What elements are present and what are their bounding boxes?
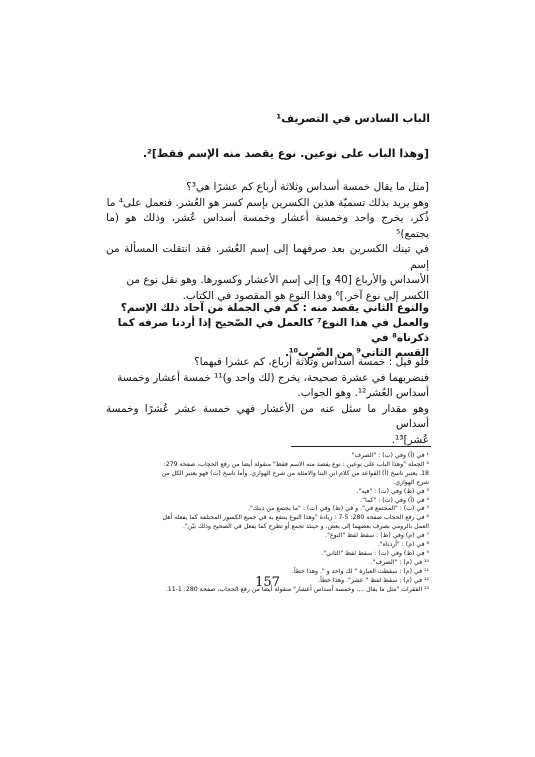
paragraph-2-line: عُشر]¹³. xyxy=(391,433,429,446)
heading-2-line: والنوع الثاني يقصد منه : كم في الجملة من آحاد ذلك الإسم؟ xyxy=(120,302,429,314)
footnote-line: ⁶ في رفع الحجاب صفحة 280: 5-7 : زيادة "وهذا النوع ينتفع به في جميع الكسور المختلفة كما يفعله أهل xyxy=(162,514,429,522)
footnote-divider xyxy=(291,446,431,447)
paragraph-1-line: الأسداس والأرباع [40 و] إلى إسم الأعشار وكسورها. وهو نقل نوع من xyxy=(126,274,429,286)
footnote-line: ² الجملة "وهذا الباب على نوعين : نوع يقصد منه الاسم فقط" منقولة أيضا من رفع الحجاب، صفحة 279: xyxy=(163,460,429,468)
paragraph-1-line: ذُكر، يخرج واحد وخمسة أعشار وخمسة أسداس عُشر، وذلك هو (ما يجتمع)⁵ xyxy=(106,212,429,240)
paragraph-1-line: في تينك الكسرين بعد صرفهما إلى إسم العُشر. فقد انتقلت المسألة من إسم xyxy=(106,243,429,271)
footnote-line: ⁷ في (م) وفي (ط) : سقط لفظ "النوع". xyxy=(325,532,429,540)
paragraph-1-line: وهو يريد بذلك تسميّة هذين الكسرين بإسم كسر هو العُشر. فنعمل على⁴ ما xyxy=(106,196,429,209)
paragraph-1-line: الكسر إلى نوع آخر.]⁶ وهذا النوع هو المقصود في الكتاب. xyxy=(182,289,429,302)
footnote-line: ¹² في (م) : سقط لفظ " عشر". وهذا خطأ. xyxy=(318,576,429,584)
paragraph-1-line: [مثل ما يقال خمسة أسداس وثلاثة أرباع كم عشرًا هي³؟ xyxy=(186,181,429,193)
footnote-line: ¹¹ في (م) : سقطت العبارة " لك واحد و ". وهذا خطأ. xyxy=(292,567,429,575)
heading-2-line: والعمل في هذا النوع⁷ كالعمل في الصّحيح إذا أردنا صرفه كما ذكرناه⁸ في xyxy=(117,317,429,344)
paragraph-2-line: وهو مقدار ما سئل عنه من الأعشار فهي خمسة عشر عُشرًا وخمسة أسداس xyxy=(106,402,429,430)
paragraph-2-line: فلو قيل : خمسة أسداس وثلاثة أرباع، كم عشرا فيهما؟ xyxy=(194,356,429,368)
footnotes xyxy=(106,452,429,595)
section-heading: [وهذا الباب على نوعين. نوع يقصد منه الإسم فقط]². xyxy=(142,147,429,160)
footnote-line: ¹³ الفقرات "مثل ما يقال .... وخمسة أسداس أعشار" منقولة أيضا من رفع الحجاب، صفحة 280: 1-11. xyxy=(165,585,429,593)
chapter-title: الباب السادس في التصريف¹ xyxy=(276,112,430,125)
footnote-line: ⁹ في (ط) وفي (ت) : سقط لفظ "الثاني". xyxy=(321,549,429,557)
footnote-line: العمل بالرومي بصرف بعضهما إلى بعض، و حينئذ تجمع أو تطرح كما يفعل في الصحيح وذلك بيّن". xyxy=(182,523,429,531)
footnote-line: 18. يعتبر ناسخ (أ) القواعد من كلام ابن البنا والامثلة من شرح الهواري. وأما ناسخ (ت) فهو يعتبر الكل من xyxy=(161,469,429,477)
footnote-line: ¹⁰ في (م) : "الصرف". xyxy=(370,558,429,566)
second-type-heading xyxy=(106,301,429,361)
footnote-line: ³ في (ط) وفي (ت) : "فيه". xyxy=(356,487,429,495)
footnote-line: ⁸ في (م) : "أردناه". xyxy=(377,541,429,549)
paragraph-2-line: أسداس العُشر¹². وهو الجواب. xyxy=(297,387,429,399)
heading-2-line: القسم الثاني⁹ من الضّرب¹⁰. xyxy=(284,347,429,359)
footnote-line: ⁴ في (أ) وفي (ت) : "كما". xyxy=(360,496,429,504)
footnote-line: ⁵ في (ب) : "المجتمع في". و في (ط) وفي (ت) : "ما يجتمع من ذينك". xyxy=(248,505,429,513)
footnote-line: ¹ في (أ) وفي (ب) : "الصرف" xyxy=(351,452,429,459)
paragraph-1 xyxy=(106,180,429,304)
paragraph-2-line: فنضربهما في عشرة صحيحة، يخرج (لك واحد و)¹¹ خمسة أعشار وخمسة xyxy=(117,371,429,384)
footnote-line: شرح الهواري. xyxy=(393,478,429,486)
page-number: 157 xyxy=(255,575,280,590)
paragraph-2 xyxy=(106,355,429,448)
